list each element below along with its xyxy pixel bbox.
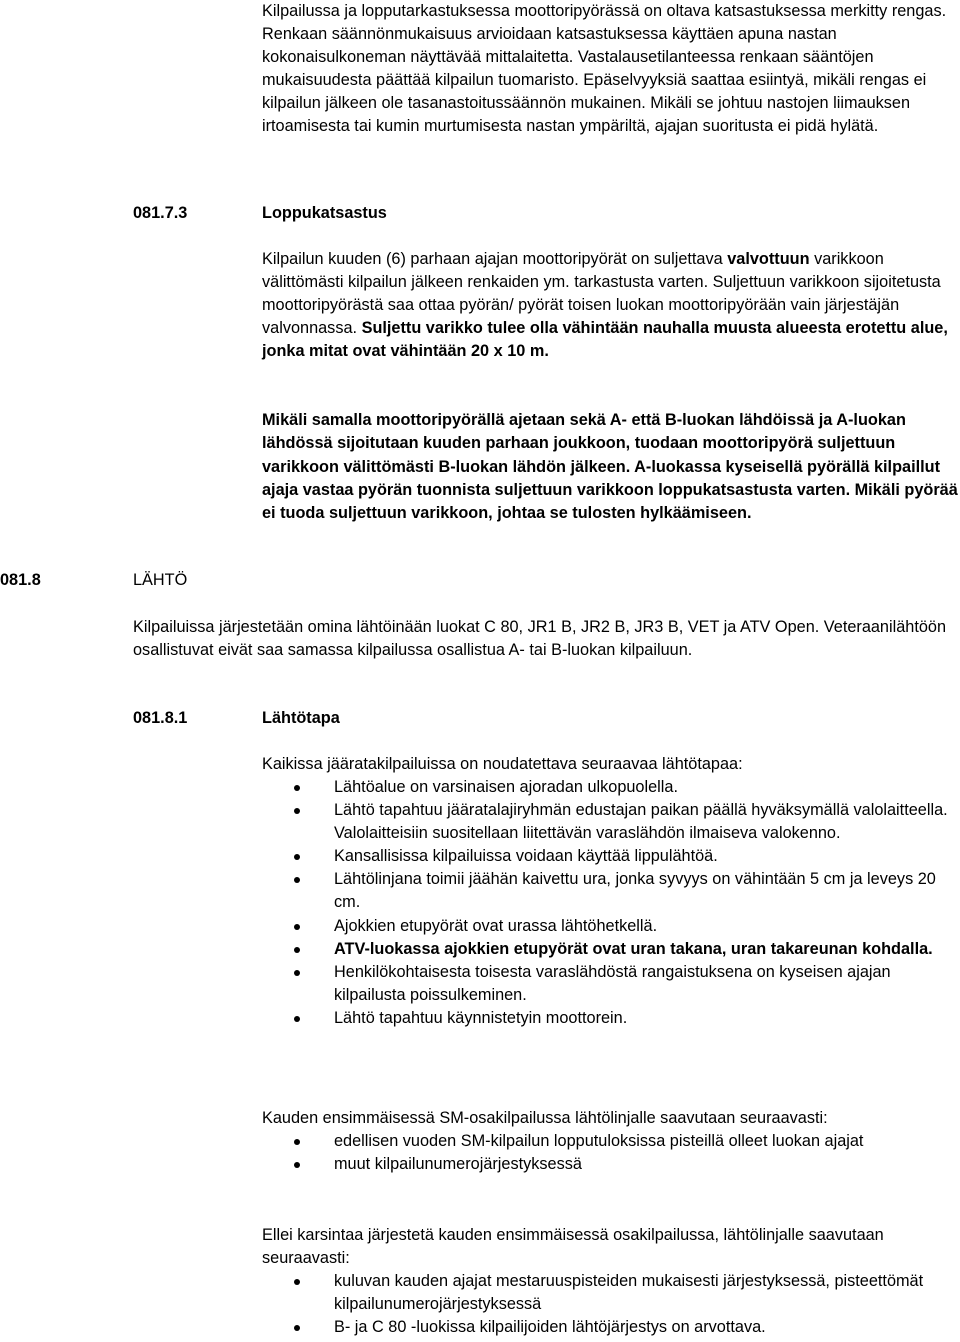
section-title-loppukatsastus: Loppukatsastus: [262, 204, 387, 222]
list-item: [262, 776, 960, 799]
list-item: [262, 1270, 960, 1316]
section-title-lahtotapa: Lähtötapa: [262, 709, 340, 727]
list-item-text: Kansallisissa kilpailuissa voidaan käyttää lippulähtöä.: [334, 847, 718, 866]
section-number-081-8-1: 081.8.1: [133, 709, 188, 727]
list-item-text: ATV-luokassa ajokkien etupyörät ovat uran takana, uran takareunan kohdalla.: [334, 939, 933, 958]
list-item-text: Henkilökohtaisesta toisesta varaslähdöstä rangaistuksena on kyseisen ajajan kilpailusta poissulkeminen.: [334, 962, 891, 1004]
list-item: [262, 868, 960, 914]
list-item-text: Lähtölinjana toimii jäähän kaivettu ura, jonka syvyys on vähintään 5 cm ja leveys 20 cm.: [334, 870, 936, 912]
list-item-text: muut kilpailunumerojärjestyksessä: [334, 1155, 582, 1174]
para-bold-word: valvottuun: [727, 250, 810, 268]
list-item: [262, 938, 960, 961]
lahtotapa-intro-3: Ellei karsintaa järjestetä kauden ensimmäisessä osakilpailussa, lähtölinjalle saavutaan seuraavasti:: [262, 1226, 884, 1268]
bullet-icon: [294, 1162, 300, 1168]
list-item: [262, 1130, 960, 1153]
list-item: [262, 915, 960, 938]
list-item: [262, 799, 960, 845]
bullet-icon: [294, 1139, 300, 1145]
list-item-text: Lähtöalue on varsinaisen ajoradan ulkopuolella.: [334, 778, 678, 796]
bullet-icon: [294, 1016, 300, 1022]
para-text: Kilpailun kuuden (6) parhaan ajajan moottoripyörät on suljettava: [262, 250, 728, 268]
loppukatsastus-paragraph: [262, 248, 954, 363]
list-item: [262, 1007, 960, 1030]
lahtotapa-intro: Kaikissa jääratakilpailuissa on noudatettava seuraavaa lähtötapaa:: [262, 755, 743, 773]
first-round-list: [262, 1130, 960, 1176]
no-qualifying-list: [262, 1270, 960, 1339]
list-item: [262, 845, 960, 868]
bullet-icon: [294, 924, 300, 930]
list-item: [262, 1316, 960, 1339]
bullet-icon: [294, 970, 300, 976]
lahtotapa-list: [262, 776, 960, 1030]
para-bold-sentence: Suljettu varikko tulee olla vähintään nauhalla muusta alueesta erotettu alue, jonka mitat ovat vähintään 20 x 10 m.: [262, 319, 948, 361]
bullet-icon: [294, 854, 300, 860]
list-item-text: Lähtö tapahtuu jääratalajiryhmän edustajan paikan päällä hyväksymällä valolaitteella. Valolaitteisiin suositellaan liitettävän varaslähdön ilmaiseva valokenno.: [334, 801, 948, 843]
section-number-081-7-3: 081.7.3: [133, 204, 188, 222]
bullet-icon: [294, 785, 300, 791]
list-item: [262, 1153, 960, 1176]
section-number-081-8: 081.8: [0, 571, 41, 589]
list-item-text: kuluvan kauden ajajat mestaruuspisteiden mukaisesti järjestyksessä, pisteettömät kilpailunumerojärjestyksessä: [334, 1272, 924, 1314]
list-item-text: B- ja C 80 -luokissa kilpailijoiden lähtöjärjestys on arvottava.: [334, 1318, 766, 1337]
bullet-icon: [294, 1325, 300, 1331]
list-item-text: Ajokkien etupyörät ovat urassa lähtöhetkellä.: [334, 916, 658, 935]
bullet-icon: [294, 877, 300, 883]
bullet-icon: [294, 947, 300, 953]
para-text: varikkoon välittömästi kilpailun jälkeen renkaiden ym. tarkastusta varten. Suljettuun varikkoon sijoitetusta moottoripyörästä saa ottaa pyörän/ pyörät toisen luokan moottoripyörään vain järjestäjän valvonnassa.: [262, 250, 941, 338]
lahtotapa-intro-2: Kauden ensimmäisessä SM-osakilpailussa lähtölinjalle saavutaan seuraavasti:: [262, 1109, 828, 1127]
list-item-text: Lähtö tapahtuu käynnistetyin moottorein.: [334, 1008, 628, 1027]
list-item-text: edellisen vuoden SM-kilpailun lopputuloksissa pisteillä olleet luokan ajajat: [334, 1132, 864, 1150]
lahto-paragraph: Kilpailuissa järjestetään omina lähtöinään luokat C 80, JR1 B, JR2 B, JR3 B, VET ja ATV Open. Veteraanilähtöön osallistuvat eivät saa samassa kilpailussa osallistua A- tai B-luokan kilpailuun.: [133, 618, 947, 660]
loppukatsastus-bold-paragraph: Mikäli samalla moottoripyörällä ajetaan sekä A- että B-luokan lähdöissä ja A-luokan lähdössä sijoitutaan kuuden parhaan joukkoon, tuodaan moottoripyörä suljettuun varikkoon välittömästi B-luokan lähdön jälkeen. A-luokassa kyseisellä pyörällä kilpaillut ajaja vastaa pyörän tuonnista suljettuun varikkoon loppukatsastusta varten. Mikäli pyörää ei tuoda suljettuun varikkoon, johtaa se tulosten hylkäämiseen.: [262, 411, 958, 523]
bullet-icon: [294, 808, 300, 814]
list-item: [262, 961, 960, 1007]
rule-paragraph-tyres: Kilpailussa ja lopputarkastuksessa moottoripyörässä on oltava katsastuksessa merkitty rengas. Renkaan säännönmukaisuus arvioidaan katsastuksessa käyttäen apuna nastan kokonaisulkoneman näyttävää mittalaitetta. Vastalausetilanteessa renkaan sääntöjen mukaisuudesta päättää kilpailun tuomaristo. Epäselvyyksiä saattaa esiintyä, mikäli rengas ei kilpailun jälkeen ole tasanastoitussäännön mukainen. Mikäli se johtuu nastojen liimauksen irtoamisesta tai kumin murtumisesta nastan ympäriltä, ajajan suoritusta ei pidä hylätä.: [262, 2, 947, 136]
section-title-lahto: LÄHTÖ: [133, 571, 188, 589]
bullet-icon: [294, 1279, 300, 1285]
